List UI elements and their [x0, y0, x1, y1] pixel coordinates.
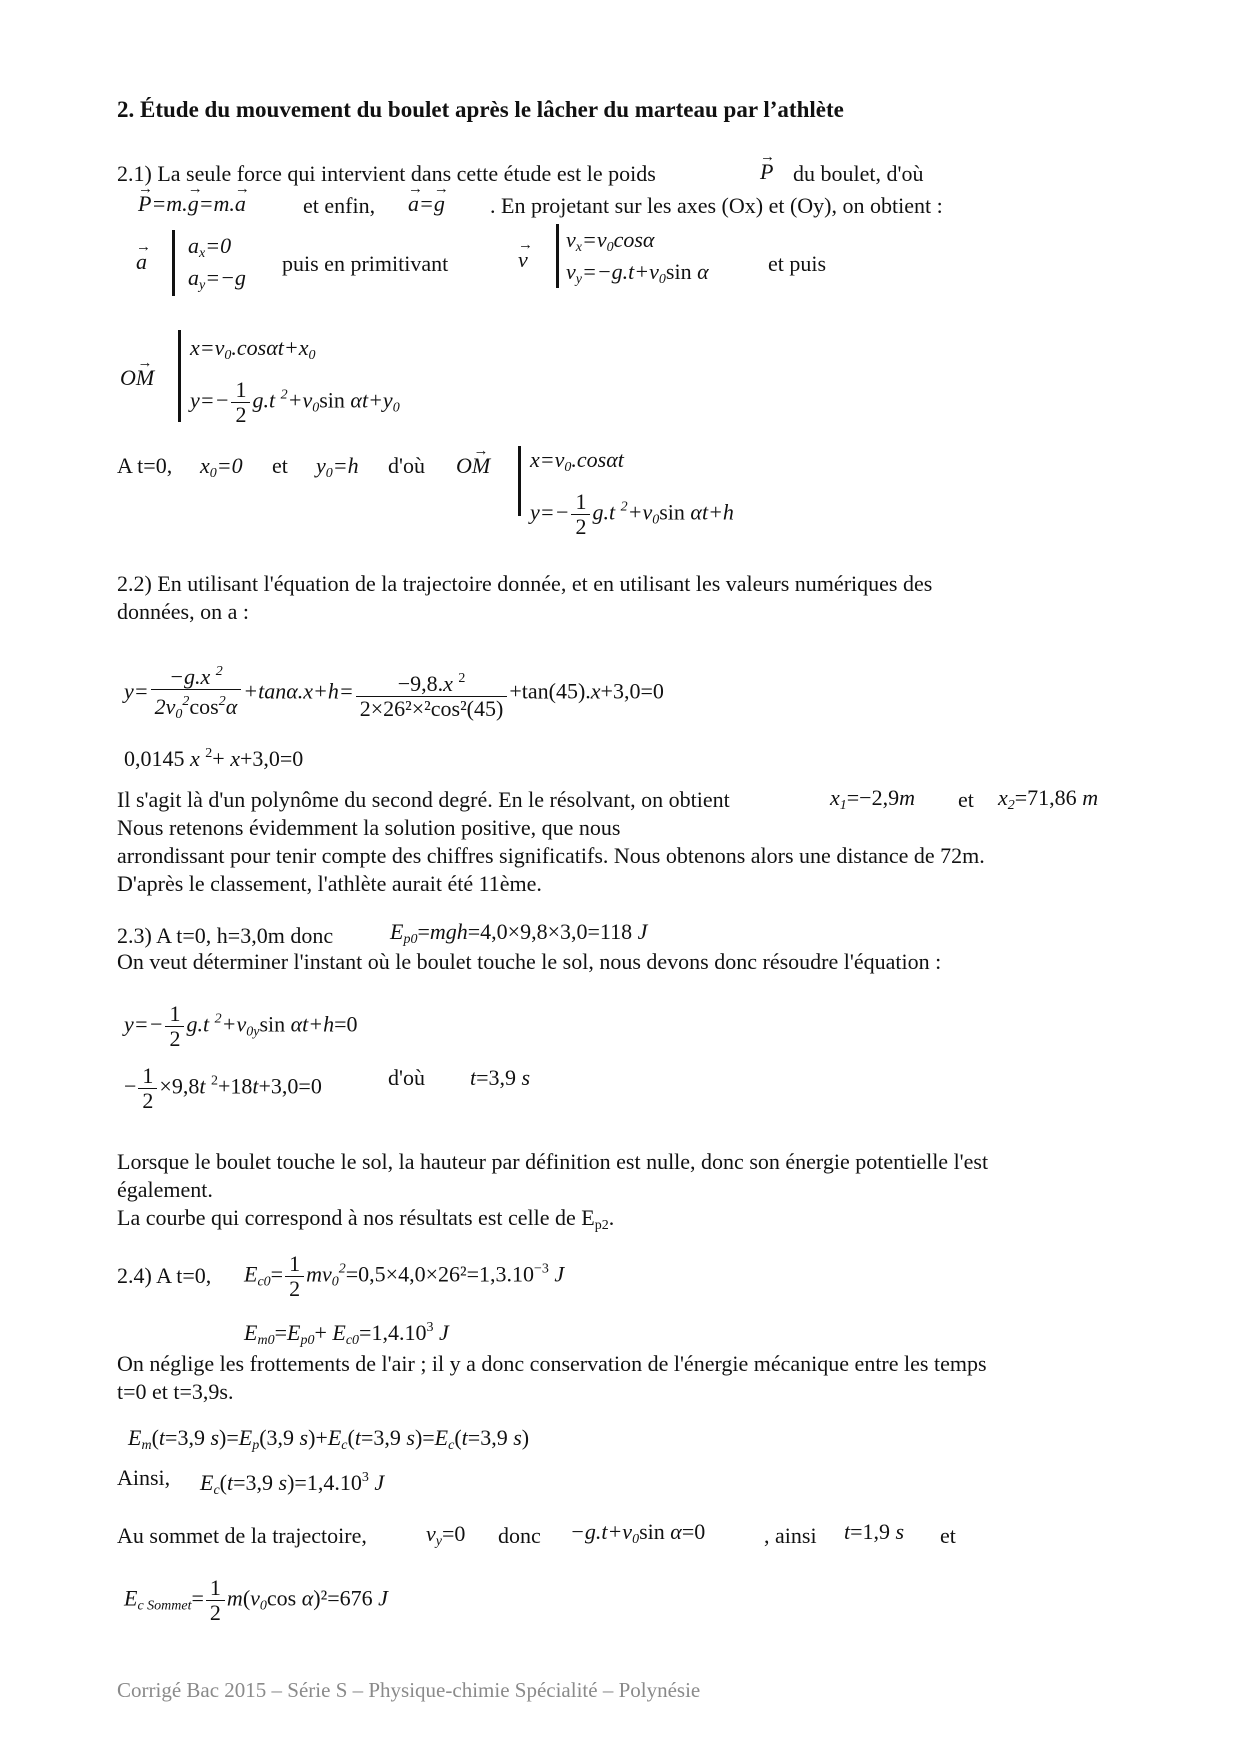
eq-sol-2: − $\frac{1}{2}$ ×9,8t $^2$+18t+3,0=0	[124, 1063, 322, 1113]
eq-y0: $y_0=h$	[316, 453, 359, 481]
eq-vx: $v_x=v_0\cos\alpha$	[566, 227, 655, 255]
s23-p3: Lorsque le boulet touche le sol, la hauteur par définition est nulle, donc son énergie potentielle l'est	[117, 1149, 989, 1174]
eq-em: $E_m(t=3,9$ $s)=E_p(3,9$ $s)+E_c(t=3,9$ $s)=E_c(t=3,9$ s)	[128, 1425, 530, 1453]
footer: Corrigé Bac 2015 – Série S – Physique-chimie Spécialité – Polynésie	[117, 1678, 701, 1702]
primitivant-text: puis en primitivant	[282, 251, 449, 276]
eq-x0: $x_0=0$	[200, 453, 243, 481]
s22-p4: Nous retenons évidemment la solution positive, que nous	[117, 815, 621, 840]
eq-ec-sommet: $E_{c Sommet}=$ $\frac{1}{2}$ $m(v_0\cos$ α)²=676 J	[124, 1575, 388, 1625]
init-a: A t=0,	[117, 453, 173, 478]
vector-OM-2: O→ M	[456, 452, 490, 480]
s23-p1: 2.3) A t=0, h=3,0m donc	[117, 923, 334, 948]
eq-ax: $a_x=0$	[188, 233, 232, 261]
s23-p4: également.	[117, 1177, 213, 1202]
vector-v: → v	[518, 246, 528, 274]
dou-2: d'où	[388, 1065, 425, 1090]
eq-ay: $a_y=-g$	[188, 265, 246, 293]
donc-text: donc	[498, 1523, 541, 1548]
eq-ag: → a=→ g	[408, 190, 445, 218]
eq-x2: $x_2=71,86$ m	[998, 785, 1099, 813]
s24-p3: t=0 et t=3,9s.	[117, 1379, 234, 1404]
brace-OM	[178, 330, 181, 422]
s22-p2: données, on a :	[117, 599, 249, 624]
section-title: 2. Étude du mouvement du boulet après le lâcher du marteau par l’athlète	[117, 97, 844, 122]
vector-OM: O→ M	[120, 364, 154, 392]
eq-t: t=3,9 s	[470, 1065, 531, 1090]
et-enfin: et enfin,	[303, 193, 376, 218]
s22-p5: arrondissant pour tenir compte des chiffres significatifs. Nous obtenons alors une distance de 72m.	[117, 843, 985, 868]
dou-1: d'où	[388, 453, 425, 478]
eq-x-2: $x=v_0.\cos\alpha t$	[530, 447, 624, 475]
s23-p5: La courbe qui correspond à nos résultats est celle de $E_{p2}$.	[117, 1205, 615, 1233]
eq-poly: 0,0145 x $^2$+ x+3,0=0	[124, 746, 304, 771]
eq-vy0: $v_y=0$	[426, 1521, 466, 1549]
s21-line1b: du boulet, d'où	[793, 161, 924, 186]
eq-x: $x=v_0.\cos\alpha t+x_0$	[190, 335, 316, 363]
eq-t-sommet: $-g.t+v_0\sin$ α=0	[570, 1519, 706, 1547]
eq-ep0: $E_{p0}=mgh=4,0\times 9,8\times 3,0=118$ J	[390, 919, 648, 947]
et-puis: et puis	[768, 251, 827, 276]
projection-text: . En projetant sur les axes (Ox) et (Oy), on obtient :	[490, 193, 943, 218]
s23-p2: On veut déterminer l'instant où le boulet touche le sol, nous devons donc résoudre l'équation :	[117, 949, 942, 974]
eq-em0: $E_{m0}=E_{p0}+ E_{c0}=1,4.10^3$ J	[244, 1320, 449, 1348]
et-3: et	[940, 1523, 956, 1548]
eq-ec0: $E_{c0}=$ $\frac{1}{2}$ $mv_0^2=0,5\times 4,0\times 26^2=1,3.10^{-3}$ J	[244, 1251, 565, 1301]
vector-P: → P	[760, 158, 773, 186]
eq-vy: $v_y=-g.t+v_0\sin$ α	[566, 259, 709, 287]
eq-t19: t=1,9 s	[844, 1519, 905, 1544]
brace-OM-2	[518, 446, 521, 516]
vector-a: → a	[136, 248, 147, 276]
s22-p6: D'après le classement, l'athlète aurait été 11ème.	[117, 871, 542, 896]
s21-line1a: 2.1) La seule force qui intervient dans cette étude est le poids	[117, 161, 656, 186]
s22-p3: Il s'agit là d'un polynôme du second degré. En le résolvant, on obtient	[117, 787, 730, 812]
ainsi-2: , ainsi	[764, 1523, 817, 1548]
s24-p1: 2.4) A t=0,	[117, 1263, 212, 1288]
eq-y: y=− $\frac{1}{2}$ g.t $^2+v_0\sin$ $\alpha t+y_0$	[190, 377, 400, 427]
eq-forces: → P=m.→ g=m.→ a	[138, 190, 246, 218]
s22-p1: 2.2) En utilisant l'équation de la trajectoire donnée, et en utilisant les valeurs numériques des	[117, 571, 933, 596]
eq-sol-1: y=− $\frac{1}{2}$ g.t $^2+v_{0y}\sin$ αt+h=0	[124, 1001, 358, 1051]
eq-trajectoire: y= $\frac{-g.x ^2}{2v_0^2\cos^2\alpha}$ +tanα.x+h= $\frac{-9,8.x ^2}{\text{2×26²×²cos²(45)}}$ +tan(45).x+3,0=0	[124, 660, 664, 727]
ainsi-1: Ainsi,	[117, 1465, 171, 1490]
et-2: et	[958, 787, 974, 812]
s24-p2: On néglige les frottements de l'air ; il y a donc conservation de l'énergie mécanique entre les temps	[117, 1351, 987, 1376]
et-1: et	[272, 453, 288, 478]
eq-x1: $x_1=-2,9m$	[830, 785, 915, 813]
sommet-text: Au sommet de la trajectoire,	[117, 1523, 367, 1548]
brace-v	[556, 224, 559, 288]
eq-ec: $E_c(t=3,9$ $s)=1,4.10^3$ J	[200, 1470, 385, 1498]
brace-a	[172, 230, 175, 296]
eq-y-2: y=− $\frac{1}{2}$ g.t $^2+v_0\sin$ αt+h	[530, 489, 734, 539]
